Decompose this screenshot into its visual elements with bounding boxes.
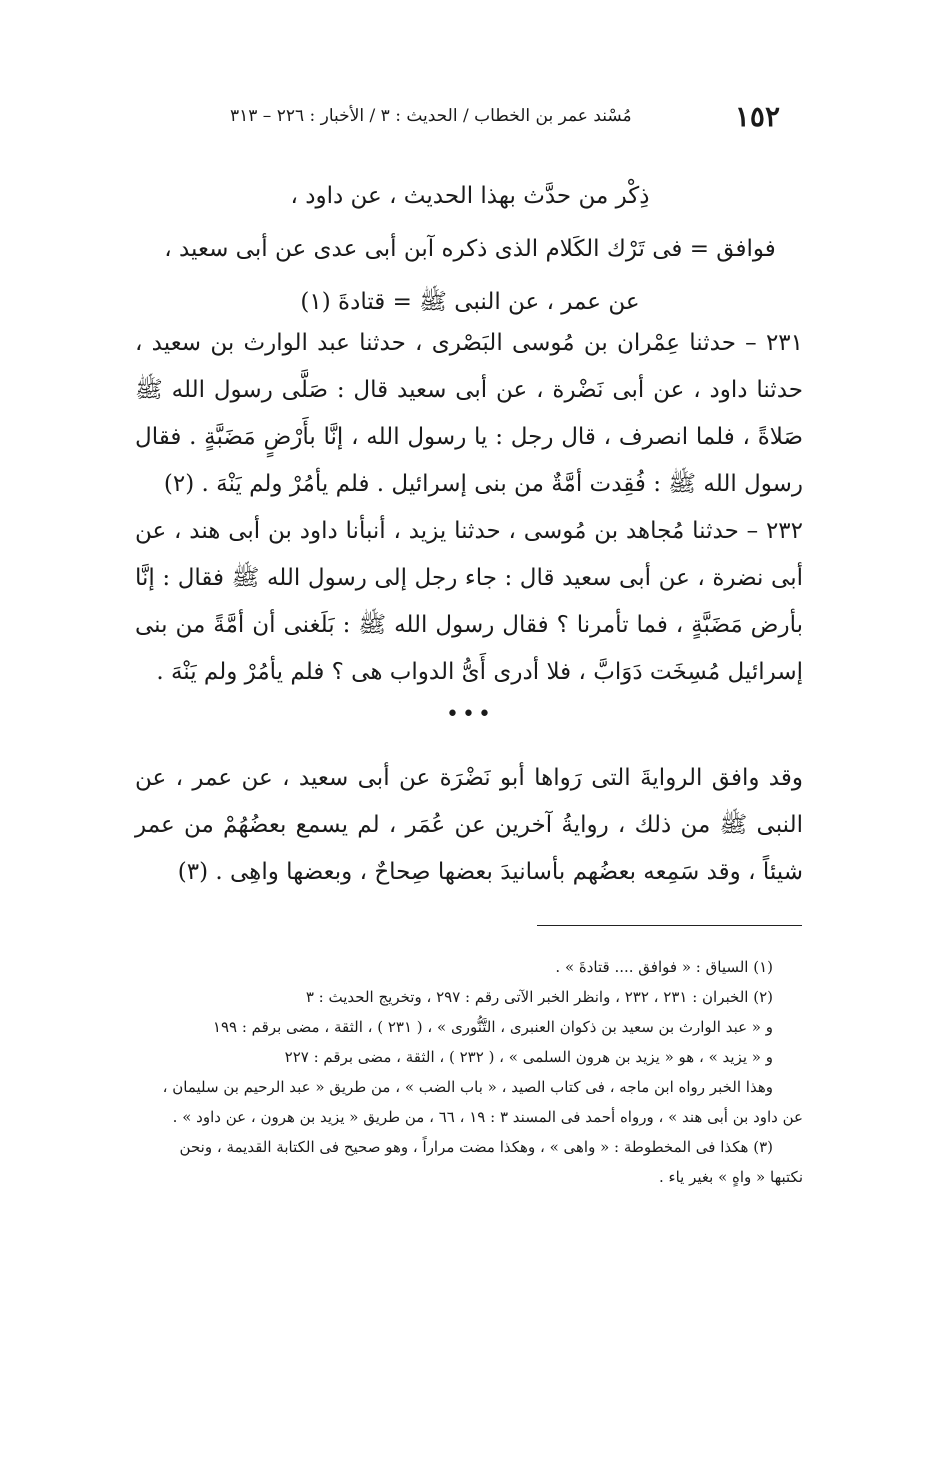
intro-line-1: ذِكْر من حدَّث بهذا الحديث ، عن داود ، (290, 183, 650, 209)
running-head: مُسْند عمر بن الخطاب / الحديث : ٣ / الأخبار : ٢٢٦ – ٣١٣ (230, 106, 632, 126)
section-separator: ••• (446, 702, 494, 727)
footnote-3-line-2: نكتبها « واهٍ » بغير ياء . (658, 1168, 803, 1186)
closing-paragraph: وقد وافق الروايةَ التى رَواها أبو نَضْرَة عن أبى سعيد ، عن عمر ، عن النبى ﷺ من ذلك ، روايةُ آخرين عن عُمَر ، لم يسمع بعضُهُمْ من عمر شيئاً ، وقد سَمِعه بعضُهم بأسانيدَ بعضها صِحاحٌ ، وبعضها واهِى . (٣) (135, 765, 803, 885)
footnote-divider (537, 925, 802, 926)
footnote-1: (١) السياق : « فوافق .... قتادةَ » . (555, 958, 773, 976)
footnote-2-line-2: و « عبد الوارث بن سعيد بن ذكوان العنبرى ، التَّنُّورى » ، ( ٢٣١ ) ، الثقة ، مضى برقم : ١٩٩ (212, 1018, 773, 1036)
intro-line-2: فوافق = فى تَرْك الكَلام الذى ذكره آبن أبى عدى عن أبى سعيد ، (164, 236, 776, 262)
footnote-2-line-4: وهذا الخبر رواه ابن ماجه ، فى كتاب الصيد ، « باب الضب » ، من طريق « عبد الرحيم بن سليمان ، (162, 1078, 773, 1096)
footnote-2-line-3: و « يزيد » ، هو « يزيد بن هرون السلمى » ، ( ٢٣٢ ) ، الثقة ، مضى برقم : ٢٢٧ (284, 1048, 773, 1066)
page-header (150, 100, 780, 140)
footnotes (135, 952, 803, 1192)
hadith-231-paragraph: ٢٣١ – حدثنا عِمْران بن مُوسى البَصْرى ، حدثنا عبد الوارث بن سعيد ، حدثنا داود ، عن أبى نَضْرة ، عن أبى سعيد قال : صَلَّى رسول الله ﷺ صَلاةً ، فلما انصرف ، قال رجل : يا رسول الله ، إنَّا بأَرْضٍ مَضَبَّةٍ . فقال رسول الله ﷺ : فُقِدت أمَّةٌ من بنى إسرائيل . فلم يأمُرْ ولم يَنْهَ . (٢) (135, 330, 803, 497)
page-number: ١٥٢ (734, 100, 780, 133)
footnote-3-line-1: (٣) هكذا فى المخطوطة : « واهى » ، وهكذا مضت مراراً ، وهو صحيح فى الكتابة القديمة ، ونحن (179, 1138, 773, 1156)
section-intro (150, 170, 790, 329)
footnote-2-line-5: عن داود بن أبى هند » ، ورواه أحمد فى المسند ٣ : ١٩ ، ٦٦ ، من طريق « يزيد بن هرون ، عن داود » . (172, 1108, 803, 1126)
hadith-232-paragraph: ٢٣٢ – حدثنا مُجاهد بن مُوسى ، حدثنا يزيد ، أنبأنا داود بن أبى هند ، عن أبى نضرة ، عن أبى سعيد قال : جاء رجل إلى رسول الله ﷺ فقال : إنَّا بأرض مَضَبَّةٍ ، فما تأمرنا ؟ فقال رسول الله ﷺ : بَلَغنى أن أمَّةً من بنى إسرائيل مُسِخَت دَوَابَّ ، فلا أدرى أَىُّ الدواب هى ؟ فلم يأمُرْ ولم يَنْهَ . (135, 518, 803, 685)
intro-line-3: عن عمر ، عن النبى ﷺ = قتادةَ (١) (300, 289, 640, 315)
footnote-2-line-1: (٢) الخبران : ٢٣١ ، ٢٣٢ ، وانظر الخبر الآتى رقم : ٢٩٧ ، وتخريج الحديث : ٣ (305, 988, 773, 1006)
